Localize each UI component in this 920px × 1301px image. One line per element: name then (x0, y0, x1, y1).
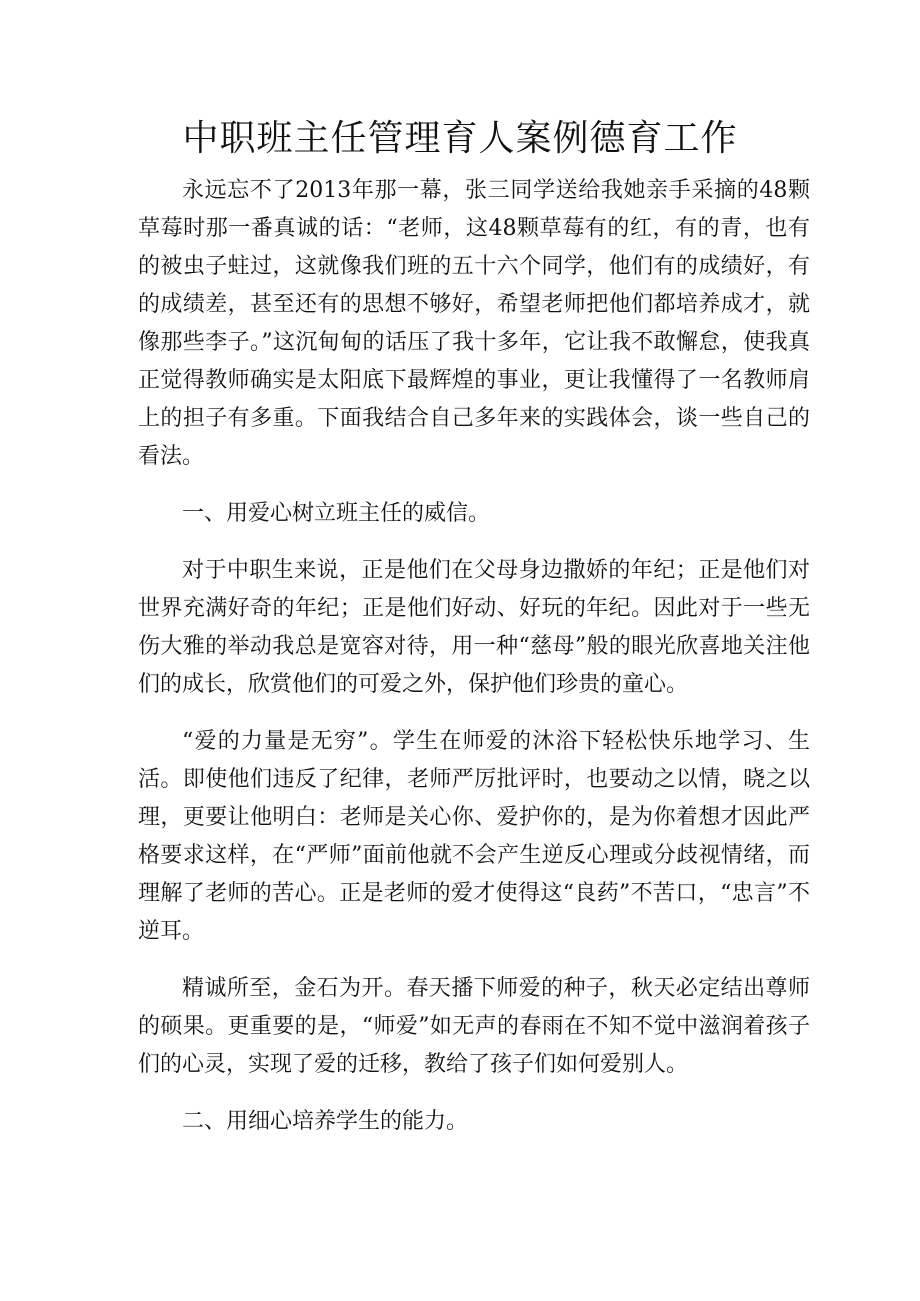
section-heading-1: 一、用爱心树立班主任的威信。 (182, 501, 491, 526)
document-title: 中职班主任管理育人案例德育工作 (182, 118, 738, 159)
paragraph-love-2: “爱的力量是无穷”。学生在师爱的沐浴下轻松快乐地学习、生活。即使他们违反了纪律，老师严厉批评时，也要动之以情，晓之以理，更要让他明白：老师是关心你、爱护你的，是为你着想才因此严格要求这样，在“严师”面前他就不会产生逆反心理或分歧视情绪，而理解了老师的苦心。正是老师的爱才使得这“良药”不苦口，“忠言”不逆耳。 (138, 729, 810, 944)
paragraph-intro: 永远忘不了2013年那一幕，张三同学送给我她亲手采摘的48颗草莓时那一番真诚的话：“老师，这48颗草莓有的红，有的青，也有的被虫子蛀过，这就像我们班的五十六个同学，他们有的成绩好，有的成绩差，甚至还有的思想不够好，希望老师把他们都培养成才，就像那些李子。”这沉甸甸的话压了我十多年，它让我不敢懈怠，使我真正觉得教师确实是太阳底下最辉煌的事业，更让我懂得了一名教师肩上的担子有多重。下面我结合自己多年来的实践体会，谈一些自己的看法。 (138, 178, 810, 469)
paragraph-love-1: 对于中职生来说，正是他们在父母身边撒娇的年纪；正是他们对世界充满好奇的年纪；正是他们好动、好玩的年纪。因此对于一些无伤大雅的举动我总是宽容对待，用一种“慈母”般的眼光欣喜地关注他们的成长，欣赏他们的可爱之外，保护他们珍贵的童心。 (138, 558, 810, 697)
document-body (138, 172, 810, 1160)
section-heading-2: 二、用细心培养学生的能力。 (182, 1109, 469, 1134)
paragraph-love-3: 精诚所至，金石为开。春天播下师爱的种子，秋天必定结出尊师的硕果。更重要的是，“师爱”如无声的春雨在不知不觉中滋润着孩子们的心灵，实现了爱的迁移，教给了孩子们如何爱别人。 (138, 976, 810, 1077)
